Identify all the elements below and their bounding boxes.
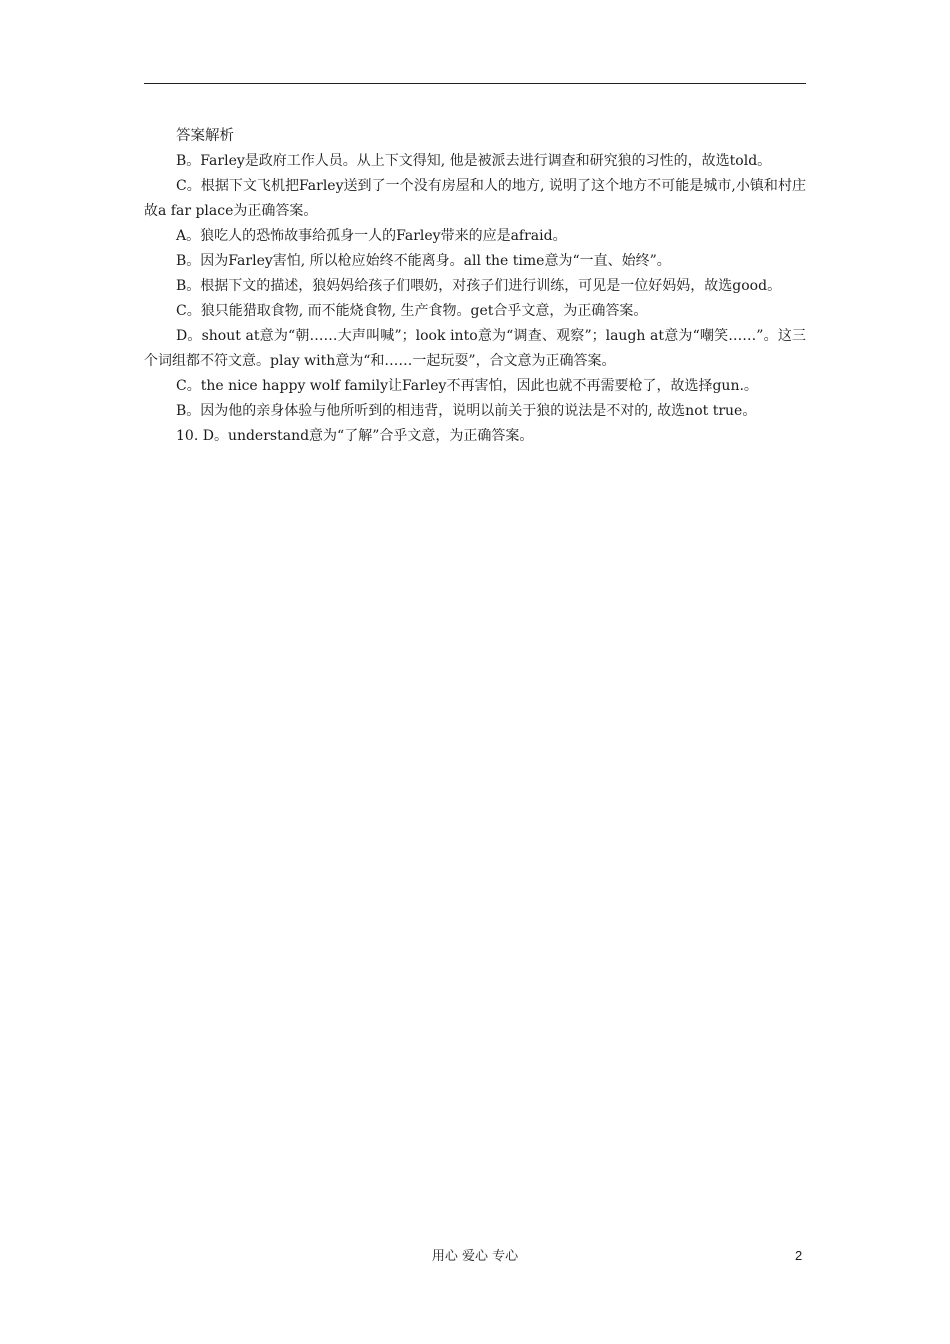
answer-paragraph-5: B。根据下文的描述，狼妈妈给孩子们喂奶，对孩子们进行训练，可见是一位好妈妈，故选good。	[176, 278, 782, 294]
section-heading: 答案解析	[176, 128, 234, 144]
answer-paragraph-9: B。因为他的亲身体验与他所听到的相违背，说明以前关于狼的说法是不对的, 故选not true。	[176, 403, 757, 419]
answer-paragraph-6: C。狼只能猎取食物, 而不能烧食物, 生产食物。get合乎文意，为正确答案。	[176, 303, 648, 319]
page-number: 2	[795, 1248, 803, 1263]
document-body	[144, 124, 806, 449]
answer-paragraph-2: C。根据下文飞机把Farley送到了一个没有房屋和人的地方, 说明了这个地方不可能是城市,小镇和村庄故a far place为正确答案。	[144, 178, 806, 219]
footer-motto: 用心 爱心 专心	[431, 1249, 519, 1264]
header-rule	[144, 83, 806, 84]
answer-paragraph-7: D。shout at意为“朝……大声叫喊”；look into意为“调查、观察”；laugh at意为“嘲笑……”。这三个词组都不符文意。play with意为“和……一起玩耍”，合文意为正确答案。	[144, 328, 806, 369]
answer-paragraph-4: B。因为Farley害怕, 所以枪应始终不能离身。all the time意为“一直、始终”。	[176, 253, 671, 269]
answer-paragraph-3: A。狼吃人的恐怖故事给孤身一人的Farley带来的应是afraid。	[176, 228, 567, 244]
answer-paragraph-1: B。Farley是政府工作人员。从上下文得知, 他是被派去进行调查和研究狼的习性的，故选told。	[176, 153, 772, 169]
answer-paragraph-8: C。the nice happy wolf family让Farley不再害怕，因此也就不再需要枪了，故选择gun.。	[176, 378, 758, 394]
answer-paragraph-10: 10. D。understand意为“了解”合乎文意，为正确答案。	[176, 428, 534, 444]
